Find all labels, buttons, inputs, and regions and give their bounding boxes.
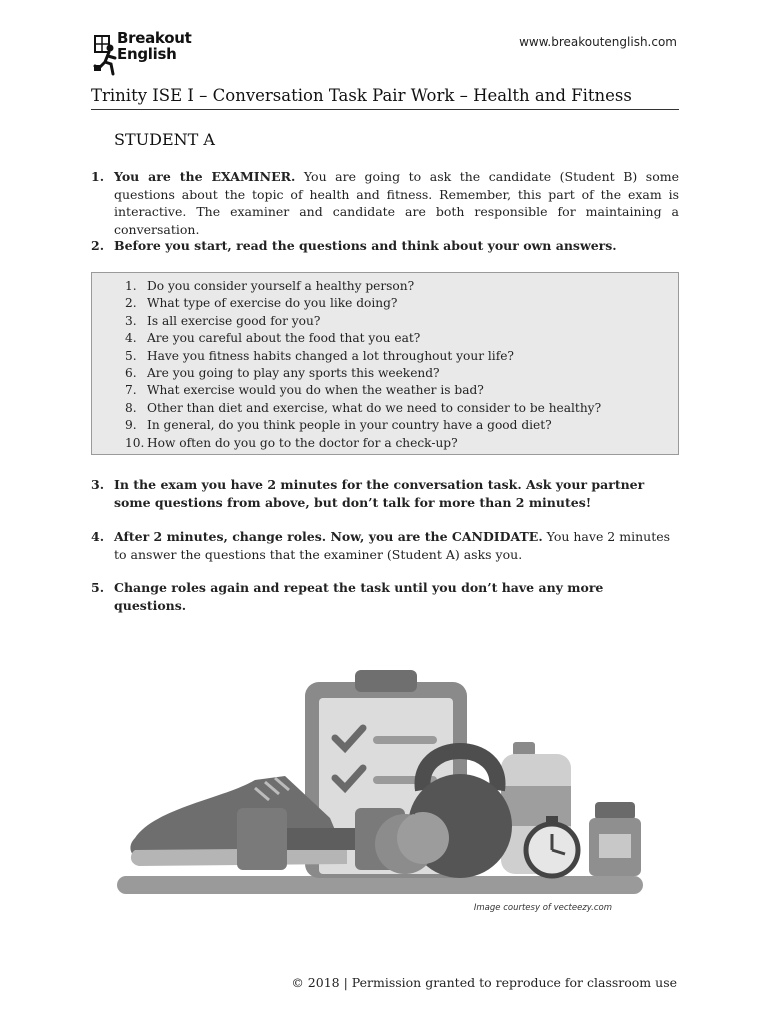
item-number: 3. — [91, 477, 105, 492]
item-text: After 2 minutes, change roles. Now, you are the CANDIDATE. You have 2 minutes to answer the questions that the examiner (Student A) asks you. — [114, 529, 671, 562]
instruction-item-5 — [91, 579, 679, 614]
pill-jar-icon — [589, 802, 641, 876]
question-item: 4. Are you careful about the food that you eat? — [125, 331, 421, 346]
question-item: 9. In general, do you think people in your country have a good diet? — [125, 418, 552, 433]
item-number: 1. — [91, 169, 105, 184]
questions-box — [91, 272, 679, 455]
breakout-english-logo — [93, 30, 213, 78]
ground-shelf — [117, 876, 643, 894]
item-text: In the exam you have 2 minutes for the conversation task. Ask your partner some questions from above, but don’t talk for more than 2 minutes! — [114, 477, 645, 510]
instruction-item-4 — [91, 528, 679, 563]
page-title: Trinity ISE I – Conversation Task Pair Work – Health and Fitness — [91, 86, 632, 105]
instruction-item-1 — [91, 168, 679, 238]
item-number: 4. — [91, 529, 105, 544]
question-item: 3. Is all exercise good for you? — [125, 313, 321, 328]
logo-line-2: English — [117, 45, 177, 63]
health-fitness-illustration — [115, 668, 645, 898]
question-item: 7. What exercise would you do when the weather is bad? — [125, 383, 484, 398]
question-item: 5. Have you fitness habits changed a lot throughout your life? — [125, 348, 514, 363]
item-text: Before you start, read the questions and think about your own answers. — [114, 238, 617, 253]
item-text: You are the EXAMINER. You are going to ask the candidate (Student B) some questions about the topic of health and fitness. Remember, this part of the exam is interactive. The examiner and candidate are both responsible for maintaining a conversation. — [114, 169, 679, 237]
question-item: 6. Are you going to play any sports this weekend? — [125, 366, 440, 381]
instruction-item-3 — [91, 476, 679, 511]
question-item: 1. Do you consider yourself a healthy person? — [125, 279, 415, 293]
footer-copyright: © 2018 | Permission granted to reproduce for classroom use — [291, 975, 677, 990]
title-divider — [91, 109, 679, 110]
question-item: 2. What type of exercise do you like doing? — [125, 296, 398, 311]
item-text: Change roles again and repeat the task until you don’t have any more questions. — [114, 580, 604, 613]
item-number: 2. — [91, 238, 105, 253]
student-heading: STUDENT A — [114, 130, 215, 149]
running-figure-icon — [93, 32, 119, 76]
question-item: 8. Other than diet and exercise, what do we need to consider to be healthy? — [125, 400, 602, 415]
item-number: 5. — [91, 580, 105, 595]
question-item: 10. How often do you go to the doctor for a check-up? — [125, 435, 458, 450]
instruction-item-2 — [91, 237, 679, 255]
image-credit: Image courtesy of vecteezy.com — [473, 903, 612, 913]
questions-list — [125, 278, 601, 452]
logo-line-1: Breakout — [117, 29, 192, 47]
site-url[interactable]: www.breakoutenglish.com — [519, 35, 677, 49]
